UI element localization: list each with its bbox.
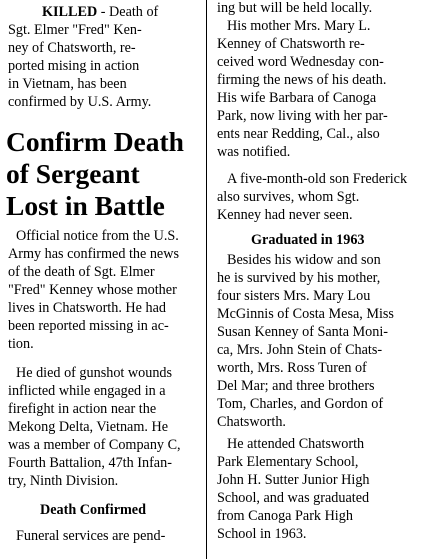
body-line: He attended Chatsworth [227, 436, 365, 452]
column-divider [206, 0, 207, 559]
body-line: firefight in action near the [8, 401, 157, 417]
body-line: firming the news of his death. [217, 72, 387, 88]
body-line: try, Ninth Division. [8, 473, 119, 489]
headline-line: Confirm Death [6, 126, 184, 157]
body-line: Tom, Charles, and Gordon of [217, 396, 384, 412]
lede-line: ney of Chatsworth, re- [8, 40, 136, 56]
lede-line: KILLED - Death of [42, 4, 159, 20]
lede-label: KILLED [42, 4, 98, 20]
body-line: Mekong Delta, Vietnam. He [8, 419, 169, 435]
body-line: Army has confirmed the news [8, 246, 179, 262]
body-line: McGinnis of Costa Mesa, Miss [217, 306, 394, 322]
body-line: tion. [8, 336, 34, 352]
body-line: he is survived by his mother, [217, 270, 381, 286]
body-line: School, and was graduated [217, 490, 370, 506]
body-line: He died of gunshot wounds [16, 365, 173, 381]
body-line: Kenney of Chatsworth re- [217, 36, 365, 52]
body-line: Susan Kenney of Santa Moni- [217, 324, 389, 340]
body-line: was notified. [217, 144, 291, 160]
body-line: Kenney had never seen. [217, 207, 353, 223]
lede-line: in Vietnam, has been [8, 76, 127, 92]
body-line: worth, Mrs. Ross Turen of [217, 360, 367, 376]
body-line: ing but will be held locally. [217, 0, 373, 16]
body-line: Del Mar; and three brothers [217, 378, 375, 394]
lede-line: Sgt. Elmer "Fred" Ken- [8, 22, 142, 38]
body-line: "Fred" Kenney whose mother [8, 282, 177, 298]
subheading: Graduated in 1963 [251, 232, 365, 248]
body-line: Official notice from the U.S. [16, 228, 179, 244]
body-line: four sisters Mrs. Mary Lou [217, 288, 371, 304]
body-line: His wife Barbara of Canoga [217, 90, 377, 106]
body-line: Fourth Battalion, 47th Infan- [8, 455, 172, 471]
subheading: Death Confirmed [40, 502, 146, 518]
lede-line: ported mising in action [8, 58, 140, 74]
body-line: His mother Mrs. Mary L. [227, 18, 371, 34]
headline-line: of Sergeant [6, 158, 140, 189]
body-line: Park Elementary School, [217, 454, 359, 470]
body-line: Chatsworth. [217, 414, 286, 430]
body-line: was a member of Company C, [8, 437, 181, 453]
body-line: from Canoga Park High [217, 508, 353, 524]
body-line: Funeral services are pend- [16, 528, 166, 544]
body-line: ca, Mrs. John Stein of Chats- [217, 342, 383, 358]
body-line: ents near Redding, Cal., also [217, 126, 380, 142]
body-line: School in 1963. [217, 526, 307, 542]
body-line: of the death of Sgt. Elmer [8, 264, 155, 280]
body-line: A five-month-old son Frederick [227, 171, 408, 187]
body-line: also survives, whom Sgt. [217, 189, 360, 205]
lede-line: confirmed by U.S. Army. [8, 94, 152, 110]
body-line: Park, now living with her par- [217, 108, 388, 124]
body-line: been reported missing in ac- [8, 318, 169, 334]
body-line: ceived word Wednesday con- [217, 54, 384, 70]
body-line: John H. Sutter Junior High [217, 472, 370, 488]
headline-line: Lost in Battle [6, 190, 165, 221]
body-line: Besides his widow and son [227, 252, 381, 268]
body-line: lives in Chatsworth. He had [8, 300, 167, 316]
body-line: inflicted while engaged in a [8, 383, 166, 399]
